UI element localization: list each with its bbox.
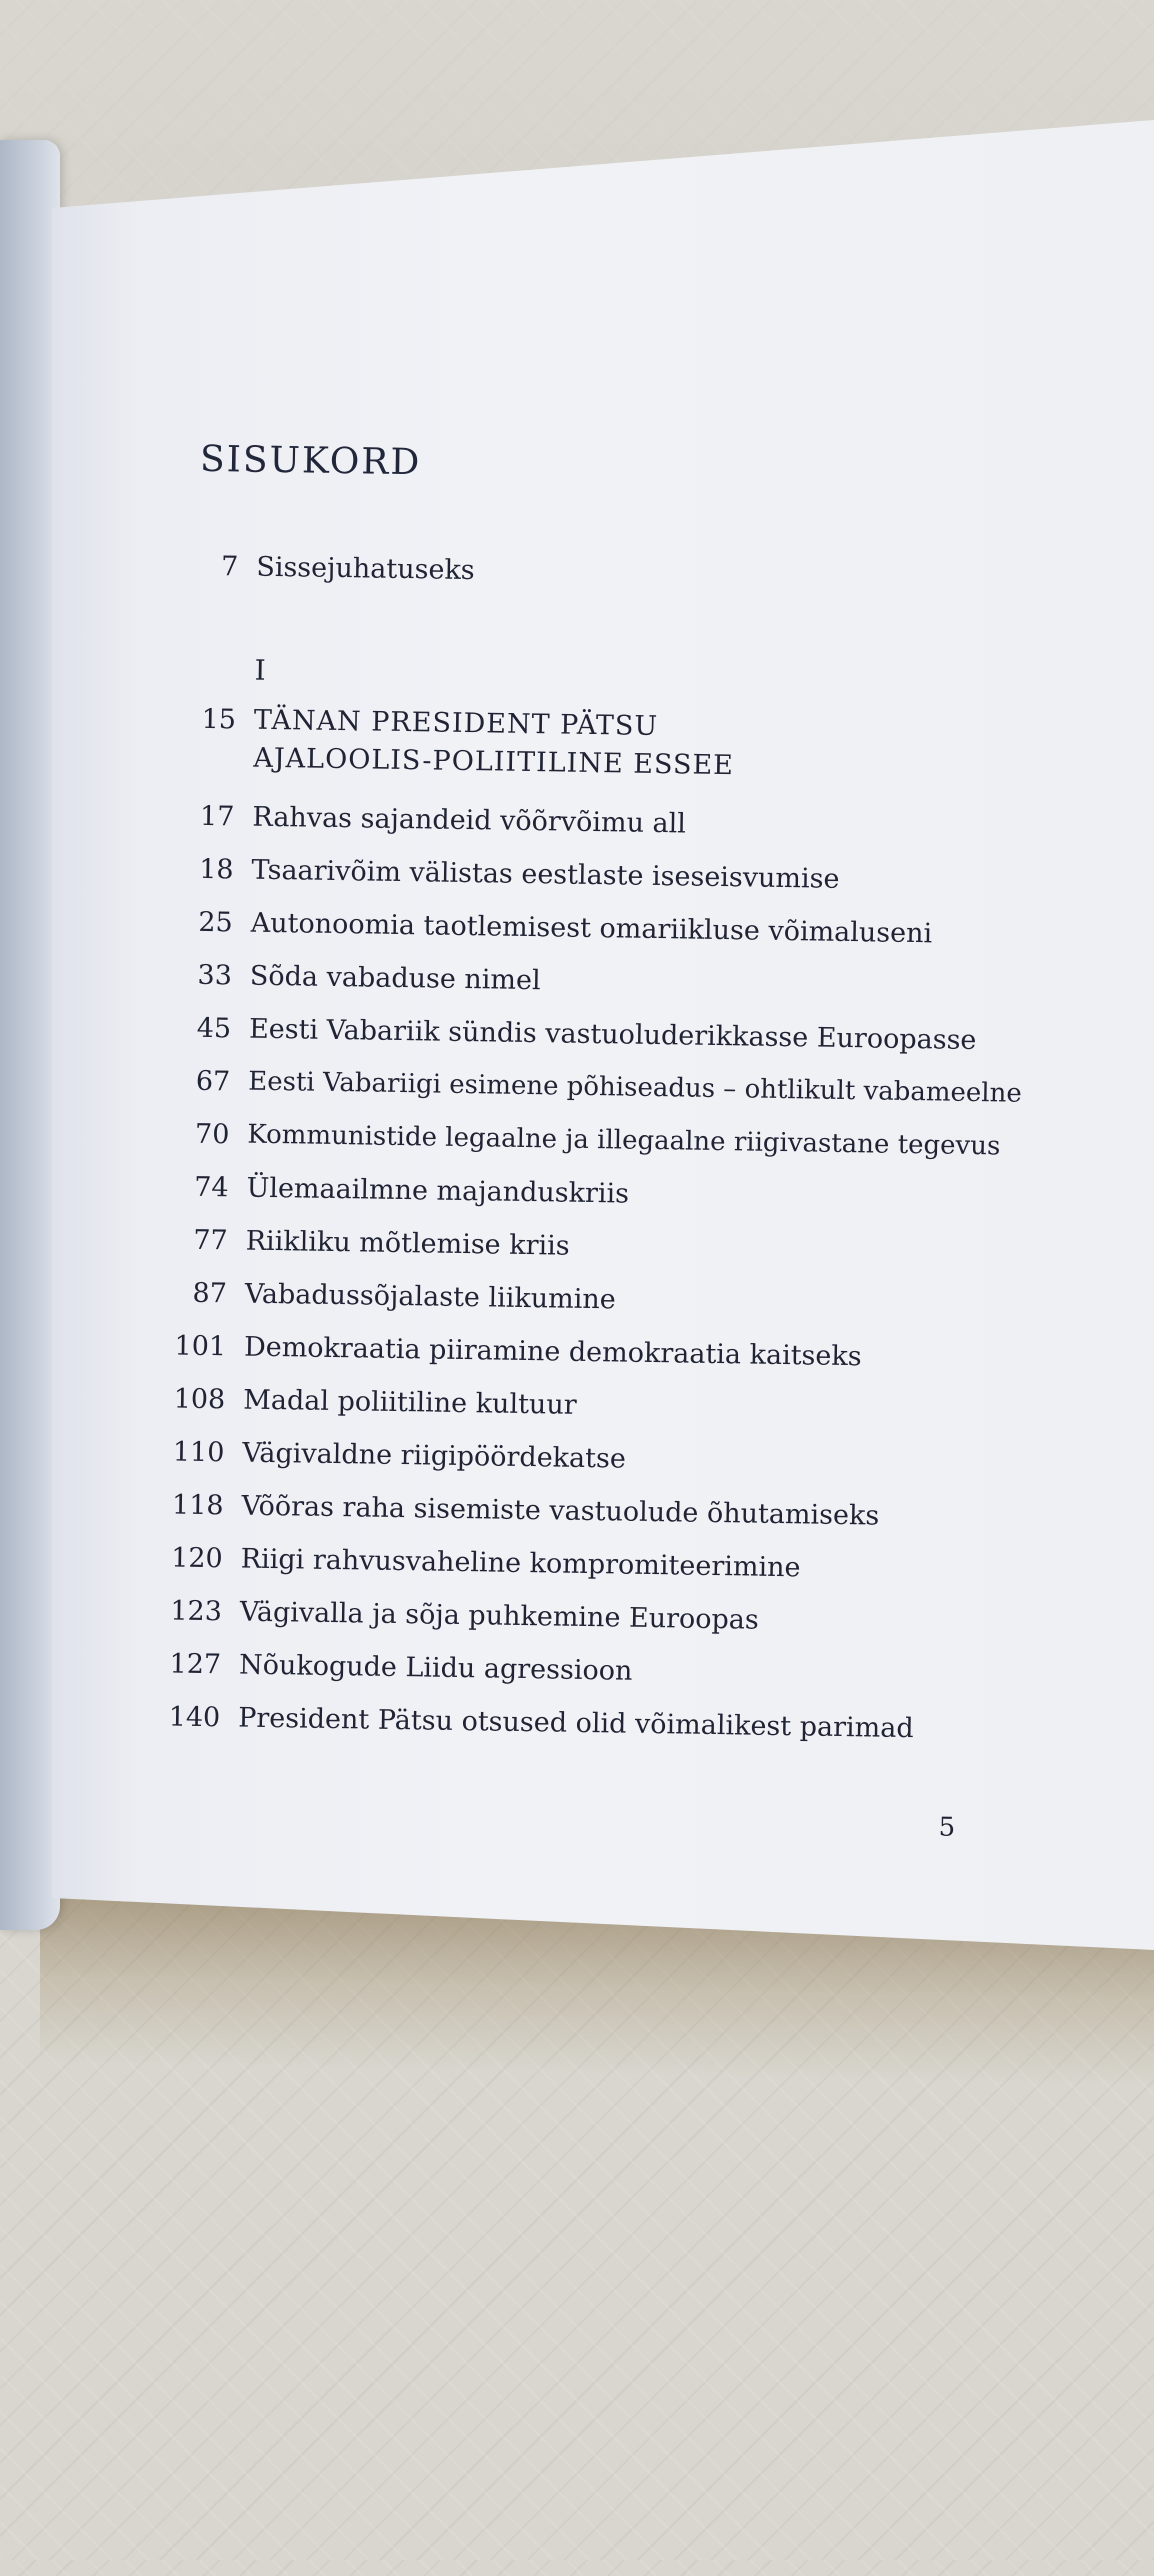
toc-entry-title: Riigi rahvusvaheline kompromiteerimine: [240, 1543, 801, 1584]
section-roman-numeral: I: [254, 653, 267, 687]
toc-entry-page: 25: [198, 906, 233, 939]
toc-entry-title: TÄNAN PRESIDENT PÄTSU: [253, 704, 659, 743]
toc-entry-page: 77: [193, 1224, 228, 1257]
toc-entry-page: 118: [171, 1489, 224, 1522]
toc-entry-page: 87: [192, 1277, 228, 1310]
toc-entry-title: Sõda vabaduse nimel: [249, 960, 541, 997]
toc-entry-title: Vägivalla ja sõja puhkemine Euroopas: [239, 1596, 760, 1636]
toc-entry-title: Võõras raha sisemiste vastuolude õhutamiseks: [241, 1490, 880, 1532]
toc-entry-title: Ülemaailmne majanduskriis: [246, 1172, 630, 1210]
toc-entry-page: 17: [199, 800, 235, 833]
toc-entry-title: Tsaarivõim välistas eestlaste iseseisvumise: [251, 854, 840, 895]
toc-entry-title: Nõukogude Liidu agressioon: [238, 1649, 633, 1687]
toc-entry-title-line2: AJALOOLIS-POLIITILINE ESSEE: [253, 742, 735, 782]
toc-entry-page: 7: [220, 551, 239, 583]
toc-entry-page: 101: [174, 1330, 227, 1363]
toc-entry-page: 74: [193, 1171, 229, 1204]
toc-entry-page: 67: [195, 1065, 231, 1098]
toc-entry-title: Rahvas sajandeid võõrvõimu all: [252, 801, 687, 840]
toc-entry: [0, 548, 1098, 619]
toc-entry-page: 110: [172, 1436, 225, 1469]
toc-entry-title: Madal poliitiline kultuur: [243, 1384, 577, 1421]
toc-entry-title: Vägivaldne riigipöördekatse: [242, 1437, 627, 1475]
toc-entry-page: 140: [168, 1701, 221, 1734]
toc-entry-page: 33: [197, 959, 233, 992]
toc-entry-page: 18: [198, 853, 234, 886]
toc-entry-title: Eesti Vabariigi esimene põhiseadus – ohtlikult vabameelne: [248, 1066, 1022, 1109]
toc-entry-title: Sissejuhatuseks: [256, 551, 475, 587]
toc-entry-page: 70: [194, 1118, 230, 1151]
toc-entry-page: 15: [201, 703, 237, 736]
page-number: 5: [938, 1812, 956, 1843]
toc-entry-page: 120: [170, 1542, 223, 1575]
toc-entry-title: Vabadussõjalaste liikumine: [244, 1278, 616, 1316]
toc-entry-title: Demokraatia piiramine demokraatia kaitseks: [243, 1331, 862, 1373]
toc-entry-title: Riikliku mõtlemise kriis: [245, 1225, 570, 1262]
toc-entry-page: 45: [196, 1012, 232, 1045]
toc-entry: [0, 701, 1096, 808]
toc-entry-title: Autonoomia taotlemisest omariikluse võimaluseni: [250, 907, 933, 950]
toc-heading: SISUKORD: [199, 438, 422, 484]
toc-entry-page: 108: [173, 1383, 226, 1416]
toc-entry-title: President Pätsu otsused olid võimalikest parimad: [238, 1702, 914, 1745]
toc-entry-title: Kommunistide legaalne ja illegaalne riigivastane tegevus: [247, 1119, 1001, 1162]
toc-entry-page: 127: [169, 1648, 222, 1681]
toc-entry-page: 123: [170, 1595, 223, 1628]
toc-entry-title: Eesti Vabariik sündis vastuoluderikkasse Euroopasse: [248, 1013, 977, 1057]
